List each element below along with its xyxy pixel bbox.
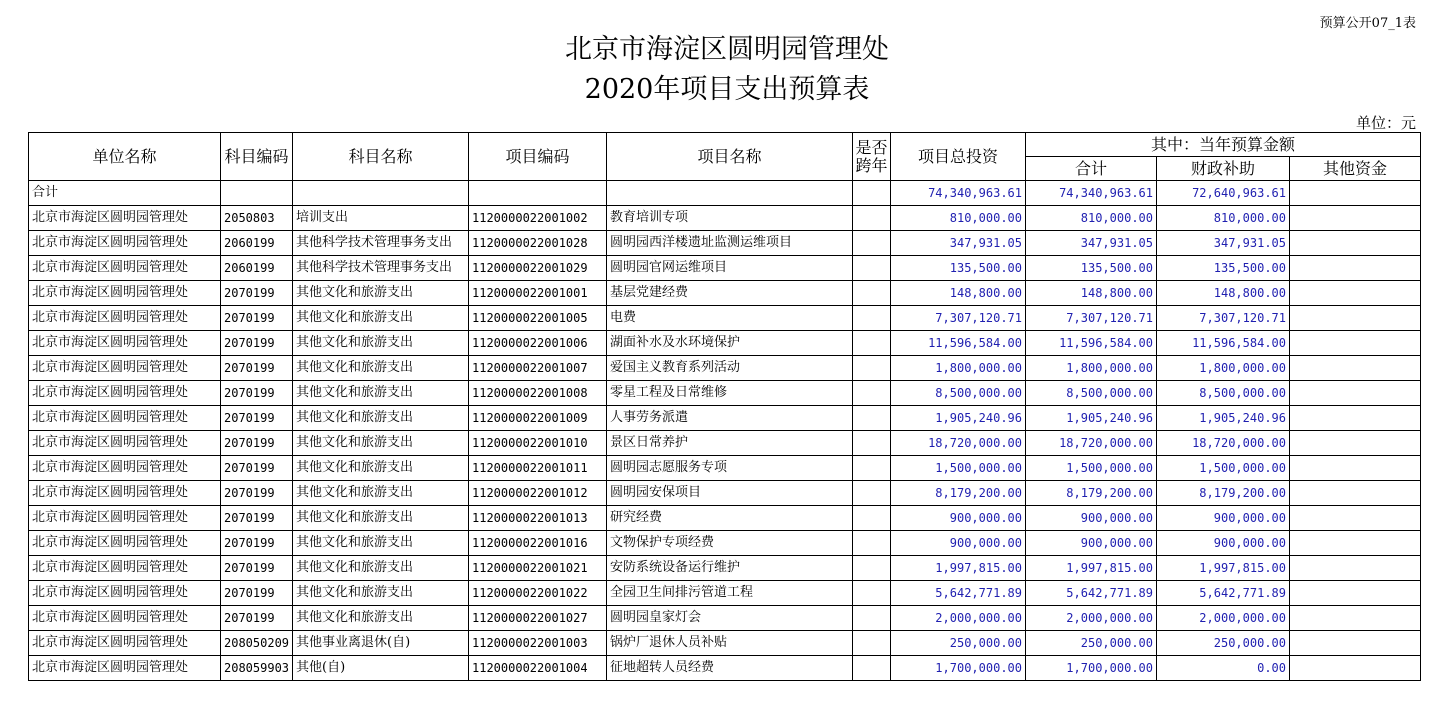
cell-unit-name: 北京市海淀区圆明园管理处 [29,606,221,631]
cell-total-investment: 7,307,120.71 [891,306,1026,331]
cell-total-investment: 148,800.00 [891,281,1026,306]
cell-subject-code: 2070199 [221,581,293,606]
cell-subject-code: 208059903 [221,656,293,681]
cell-unit-name: 北京市海淀区圆明园管理处 [29,281,221,306]
cell-other [1290,481,1421,506]
header-project-code: 项目编码 [469,133,607,181]
cell-total-investment: 8,179,200.00 [891,481,1026,506]
cell-other [1290,506,1421,531]
cell-subject-name: 其他文化和旅游支出 [293,506,469,531]
cell-subject-name: 其他事业离退休(自) [293,631,469,656]
table-row [29,206,1421,231]
table-row [29,481,1421,506]
cell-total-investment: 5,642,771.89 [891,581,1026,606]
cell-other [1290,581,1421,606]
cell-unit-name: 北京市海淀区圆明园管理处 [29,631,221,656]
cell-project-name: 圆明园皇家灯会 [607,606,853,631]
cell-other [1290,356,1421,381]
cell-total-investment: 1,500,000.00 [891,456,1026,481]
cell-total-investment: 18,720,000.00 [891,431,1026,456]
cell-fiscal: 18,720,000.00 [1157,431,1290,456]
table-row [29,231,1421,256]
cell-fiscal: 1,905,240.96 [1157,406,1290,431]
cell-total-investment: 250,000.00 [891,631,1026,656]
cell-subject-name: 其他文化和旅游支出 [293,431,469,456]
header-subtotal: 合计 [1026,157,1157,181]
cell-total-investment: 1,905,240.96 [891,406,1026,431]
header-fiscal: 财政补助 [1157,157,1290,181]
cell-fiscal: 148,800.00 [1157,281,1290,306]
cell-other [1290,306,1421,331]
cell-unit-name: 北京市海淀区圆明园管理处 [29,256,221,281]
cell-subject-code: 2070199 [221,431,293,456]
table-row [29,631,1421,656]
cell-other [1290,656,1421,681]
cell-cross-year [853,231,891,256]
cell-subtotal: 900,000.00 [1026,506,1157,531]
cell-subject-name: 其他文化和旅游支出 [293,481,469,506]
table-row [29,306,1421,331]
cell-project-code: 1120000022001027 [469,606,607,631]
cell-fiscal: 2,000,000.00 [1157,606,1290,631]
cell-other [1290,631,1421,656]
cell-total-investment: 900,000.00 [891,506,1026,531]
cell-subtotal: 1,997,815.00 [1026,556,1157,581]
cell-subject-name: 其他文化和旅游支出 [293,306,469,331]
header-current-year-group: 其中：当年预算金额 [1026,133,1421,157]
cell-cross-year [853,356,891,381]
cell-other [1290,231,1421,256]
header-subject-name: 科目名称 [293,133,469,181]
cell-project-code: 1120000022001003 [469,631,607,656]
cell-total-investment: 8,500,000.00 [891,381,1026,406]
cell-fiscal: 347,931.05 [1157,231,1290,256]
cell-subject-name: 其他文化和旅游支出 [293,381,469,406]
cell-cross-year [853,481,891,506]
table-row [29,281,1421,306]
cell-project-code: 1120000022001008 [469,381,607,406]
cell-other [1290,381,1421,406]
cell-project-code: 1120000022001001 [469,281,607,306]
cell-unit-name: 北京市海淀区圆明园管理处 [29,206,221,231]
total-fiscal-sum: 72,640,963.61 [1157,181,1290,206]
cell-subtotal: 5,642,771.89 [1026,581,1157,606]
cell-subject-name: 其他文化和旅游支出 [293,456,469,481]
cell-cross-year [853,431,891,456]
header-unit-name: 单位名称 [29,133,221,181]
cell-project-code: 1120000022001004 [469,656,607,681]
cell-project-name: 锅炉厂退休人员补贴 [607,631,853,656]
cell-project-name: 圆明园安保项目 [607,481,853,506]
table-row [29,606,1421,631]
cell-project-name: 安防系统设备运行维护 [607,556,853,581]
cell-unit-name: 北京市海淀区圆明园管理处 [29,581,221,606]
cell-subject-name: 其他文化和旅游支出 [293,531,469,556]
cell-project-name: 全园卫生间排污管道工程 [607,581,853,606]
cell-unit-name: 北京市海淀区圆明园管理处 [29,431,221,456]
cell-total-investment: 1,997,815.00 [891,556,1026,581]
cell-cross-year [853,406,891,431]
cell-project-name: 圆明园志愿服务专项 [607,456,853,481]
cell-fiscal: 1,500,000.00 [1157,456,1290,481]
cell-subject-code: 2070199 [221,406,293,431]
cell-subtotal: 250,000.00 [1026,631,1157,656]
cell-project-code: 1120000022001022 [469,581,607,606]
cell-other [1290,456,1421,481]
cell-other [1290,256,1421,281]
cell-subtotal: 135,500.00 [1026,256,1157,281]
cell-other [1290,431,1421,456]
cell-project-name: 圆明园官网运维项目 [607,256,853,281]
cell-project-code: 1120000022001021 [469,556,607,581]
cell-total-investment: 900,000.00 [891,531,1026,556]
cell-subject-code: 2070199 [221,306,293,331]
header-other: 其他资金 [1290,157,1421,181]
cell-subject-code: 2070199 [221,531,293,556]
cell-subject-code: 2070199 [221,356,293,381]
page-subtitle: 2020年项目支出预算表 [584,74,870,105]
cell-unit-name: 北京市海淀区圆明园管理处 [29,381,221,406]
cell-unit-name: 北京市海淀区圆明园管理处 [29,306,221,331]
cell-subtotal: 1,800,000.00 [1026,356,1157,381]
cell-other [1290,281,1421,306]
table-row [29,581,1421,606]
table-row [29,381,1421,406]
cell-fiscal: 1,997,815.00 [1157,556,1290,581]
header-subject-code: 科目编码 [221,133,293,181]
cell-subtotal: 810,000.00 [1026,206,1157,231]
cell-other [1290,531,1421,556]
cell-project-name: 圆明园西洋楼遗址监测运维项目 [607,231,853,256]
cell-subtotal: 2,000,000.00 [1026,606,1157,631]
cell-total-investment: 11,596,584.00 [891,331,1026,356]
cell-fiscal: 1,800,000.00 [1157,356,1290,381]
total-other-sum [1290,181,1421,206]
cell-unit-name: 北京市海淀区圆明园管理处 [29,356,221,381]
total-investment-sum: 74,340,963.61 [891,181,1026,206]
cell-cross-year [853,381,891,406]
cell-fiscal: 135,500.00 [1157,256,1290,281]
budget-table [28,132,1421,681]
cell-project-code: 1120000022001005 [469,306,607,331]
cell-fiscal: 11,596,584.00 [1157,331,1290,356]
cell-project-name: 爱国主义教育系列活动 [607,356,853,381]
cell-subject-name: 其他文化和旅游支出 [293,606,469,631]
cell-subject-name: 其他文化和旅游支出 [293,581,469,606]
cell-project-name: 人事劳务派遣 [607,406,853,431]
table-row [29,456,1421,481]
cell-fiscal: 8,179,200.00 [1157,481,1290,506]
cell-project-code: 1120000022001013 [469,506,607,531]
cell-project-name: 教育培训专项 [607,206,853,231]
cell-subject-name: 其他文化和旅游支出 [293,331,469,356]
cell-other [1290,606,1421,631]
page-title: 北京市海淀区圆明园管理处 [565,34,889,65]
cell-other [1290,406,1421,431]
cell-subject-code: 2060199 [221,256,293,281]
cell-project-name: 基层党建经费 [607,281,853,306]
cell-cross-year [853,331,891,356]
cell-subtotal: 18,720,000.00 [1026,431,1157,456]
cell-other [1290,331,1421,356]
cell-subtotal: 347,931.05 [1026,231,1157,256]
cell-project-name: 湖面补水及水环境保护 [607,331,853,356]
cell-subject-code: 2050803 [221,206,293,231]
cell-subject-code: 2060199 [221,231,293,256]
document-tag: 预算公开07_1表 [1319,16,1416,31]
cell-subject-code: 2070199 [221,281,293,306]
cell-subject-code: 2070199 [221,381,293,406]
cell-project-code: 1120000022001012 [469,481,607,506]
cell-project-name: 文物保护专项经费 [607,531,853,556]
cell-unit-name: 北京市海淀区圆明园管理处 [29,656,221,681]
cell-cross-year [853,631,891,656]
cell-subject-code: 2070199 [221,481,293,506]
cell-cross-year [853,306,891,331]
cell-project-code: 1120000022001011 [469,456,607,481]
cell-subtotal: 11,596,584.00 [1026,331,1157,356]
cell-fiscal: 250,000.00 [1157,631,1290,656]
cell-subject-name: 培训支出 [293,206,469,231]
unit-label: 单位：元 [1355,114,1416,132]
cell-fiscal: 810,000.00 [1157,206,1290,231]
cell-project-name: 征地超转人员经费 [607,656,853,681]
cell-fiscal: 5,642,771.89 [1157,581,1290,606]
cell-project-code: 1120000022001010 [469,431,607,456]
cell-other [1290,206,1421,231]
cell-total-investment: 135,500.00 [891,256,1026,281]
cell-unit-name: 北京市海淀区圆明园管理处 [29,531,221,556]
cell-total-investment: 810,000.00 [891,206,1026,231]
cell-project-code: 1120000022001029 [469,256,607,281]
cell-subtotal: 148,800.00 [1026,281,1157,306]
cell-subject-code: 2070199 [221,606,293,631]
cell-fiscal: 900,000.00 [1157,531,1290,556]
cell-subtotal: 900,000.00 [1026,531,1157,556]
cell-unit-name: 北京市海淀区圆明园管理处 [29,331,221,356]
cell-cross-year [853,506,891,531]
cell-project-code: 1120000022001009 [469,406,607,431]
table-row [29,556,1421,581]
total-label: 合计 [29,181,221,206]
table-row [29,431,1421,456]
cell-subject-name: 其他(自) [293,656,469,681]
cell-subject-name: 其他文化和旅游支出 [293,281,469,306]
cell-cross-year [853,556,891,581]
cell-cross-year [853,581,891,606]
table-row [29,656,1421,681]
cell-project-name: 景区日常养护 [607,431,853,456]
cell-subject-name: 其他科学技术管理事务支出 [293,256,469,281]
cell-subject-name: 其他文化和旅游支出 [293,356,469,381]
cell-fiscal: 900,000.00 [1157,506,1290,531]
cell-subject-name: 其他文化和旅游支出 [293,406,469,431]
cell-unit-name: 北京市海淀区圆明园管理处 [29,406,221,431]
table-row [29,406,1421,431]
cell-subtotal: 7,307,120.71 [1026,306,1157,331]
table-row [29,506,1421,531]
cell-unit-name: 北京市海淀区圆明园管理处 [29,506,221,531]
cell-total-investment: 1,800,000.00 [891,356,1026,381]
cell-project-code: 1120000022001007 [469,356,607,381]
cell-cross-year [853,206,891,231]
cell-subtotal: 8,500,000.00 [1026,381,1157,406]
table-row [29,331,1421,356]
total-subtotal-sum: 74,340,963.61 [1026,181,1157,206]
cell-subtotal: 1,500,000.00 [1026,456,1157,481]
header-project-name: 项目名称 [607,133,853,181]
cell-project-name: 电费 [607,306,853,331]
cell-subject-name: 其他科学技术管理事务支出 [293,231,469,256]
cell-fiscal: 7,307,120.71 [1157,306,1290,331]
cell-unit-name: 北京市海淀区圆明园管理处 [29,231,221,256]
cell-project-name: 零星工程及日常维修 [607,381,853,406]
cell-cross-year [853,531,891,556]
cell-subject-code: 2070199 [221,506,293,531]
cell-project-code: 1120000022001028 [469,231,607,256]
cell-subject-code: 2070199 [221,556,293,581]
cell-unit-name: 北京市海淀区圆明园管理处 [29,481,221,506]
cell-total-investment: 1,700,000.00 [891,656,1026,681]
cell-project-code: 1120000022001006 [469,331,607,356]
header-cross-year: 是否跨年 [853,133,891,181]
cell-cross-year [853,606,891,631]
cell-total-investment: 2,000,000.00 [891,606,1026,631]
table-row [29,531,1421,556]
cell-unit-name: 北京市海淀区圆明园管理处 [29,556,221,581]
header-total-investment: 项目总投资 [891,133,1026,181]
cell-cross-year [853,656,891,681]
total-row [29,181,1421,206]
table-row [29,256,1421,281]
cell-fiscal: 8,500,000.00 [1157,381,1290,406]
cell-project-code: 1120000022001016 [469,531,607,556]
cell-subtotal: 8,179,200.00 [1026,481,1157,506]
cell-subject-code: 208050209 [221,631,293,656]
cell-subject-name: 其他文化和旅游支出 [293,556,469,581]
cell-unit-name: 北京市海淀区圆明园管理处 [29,456,221,481]
cell-other [1290,556,1421,581]
cell-cross-year [853,456,891,481]
cell-subtotal: 1,905,240.96 [1026,406,1157,431]
cell-project-code: 1120000022001002 [469,206,607,231]
cell-project-name: 研究经费 [607,506,853,531]
cell-subject-code: 2070199 [221,331,293,356]
cell-total-investment: 347,931.05 [891,231,1026,256]
cell-cross-year [853,281,891,306]
cell-subtotal: 1,700,000.00 [1026,656,1157,681]
table-row [29,356,1421,381]
cell-cross-year [853,256,891,281]
cell-fiscal: 0.00 [1157,656,1290,681]
cell-subject-code: 2070199 [221,456,293,481]
